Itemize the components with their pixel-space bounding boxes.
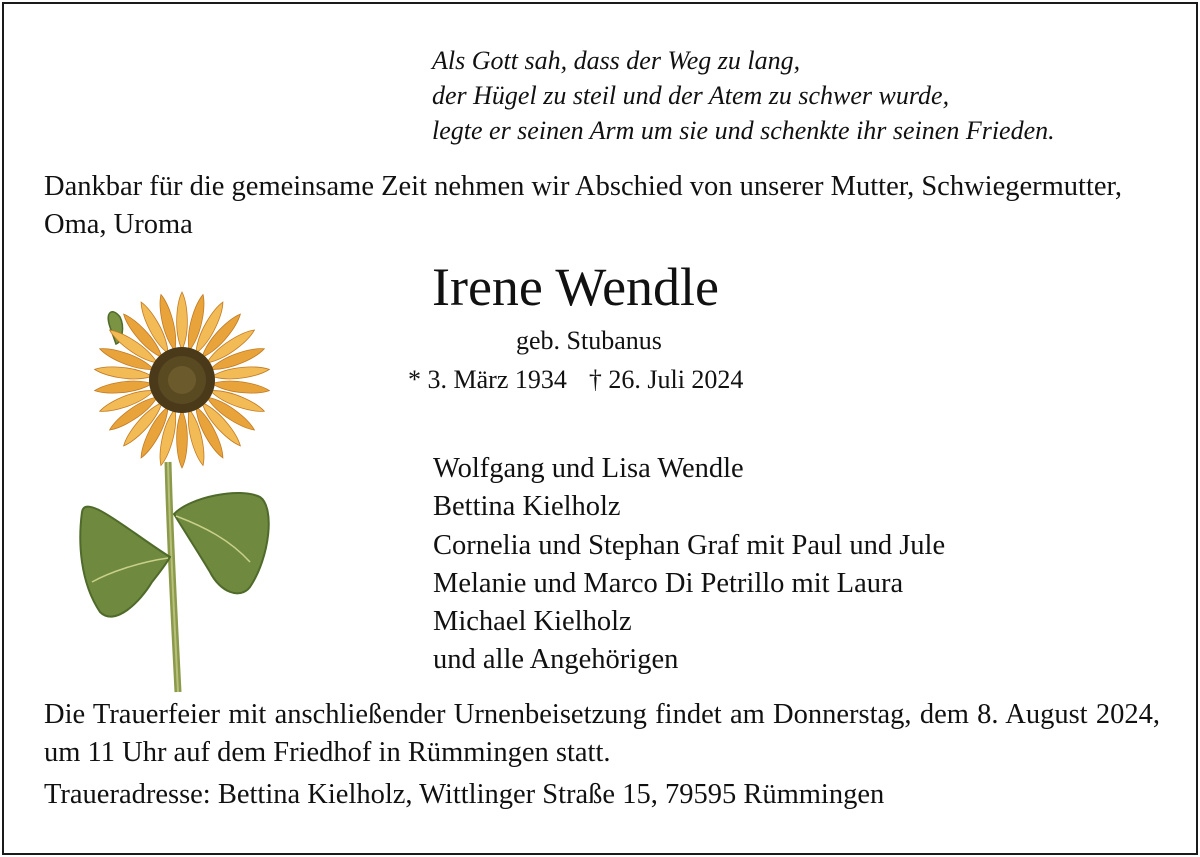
funeral-notice: Die Trauerfeier mit anschließender Urnenbeisetzung findet am Donnerstag, dem 8. August 2024, um 11 Uhr auf dem Friedhof in Rümmingen statt. — [44, 699, 1160, 768]
life-dates — [408, 363, 743, 397]
mourner: Michael Kielholz — [433, 606, 632, 638]
poem-line: Als Gott sah, dass der Weg zu lang, — [432, 46, 801, 75]
mourning-address: Traueradresse: Bettina Kielholz, Wittlinger Straße 15, 79595 Rümmingen — [44, 779, 885, 810]
intro-text: Dankbar für die gemeinsame Zeit nehmen wir Abschied von unserer Mutter, Schwiegermutter, Oma, Uroma — [44, 171, 1123, 240]
sunflower-petal — [177, 292, 188, 350]
sunflower-illustration — [70, 282, 290, 697]
poem — [432, 43, 1055, 148]
birth-date: * 3. März 1934 — [408, 365, 567, 394]
deceased-name: Irene Wendle — [432, 257, 720, 317]
mourners-list — [433, 450, 945, 680]
maiden-name: geb. Stubanus — [516, 326, 662, 355]
mourner: Melanie und Marco Di Petrillo mit Laura — [433, 567, 904, 599]
mourner: Wolfgang und Lisa Wendle — [433, 453, 744, 484]
poem-line: legte er seinen Arm um sie und schenkte ihr seinen Frieden. — [432, 116, 1055, 145]
mourner: Cornelia und Stephan Graf mit Paul und Jule — [433, 529, 946, 561]
mourner: und alle Angehörigen — [433, 644, 679, 676]
sunflower-petal — [177, 410, 188, 468]
poem-line: der Hügel zu steil und der Atem zu schwer wurde, — [432, 81, 950, 110]
death-date: † 26. Juli 2024 — [588, 365, 744, 394]
mourner: Bettina Kielholz — [433, 491, 621, 523]
